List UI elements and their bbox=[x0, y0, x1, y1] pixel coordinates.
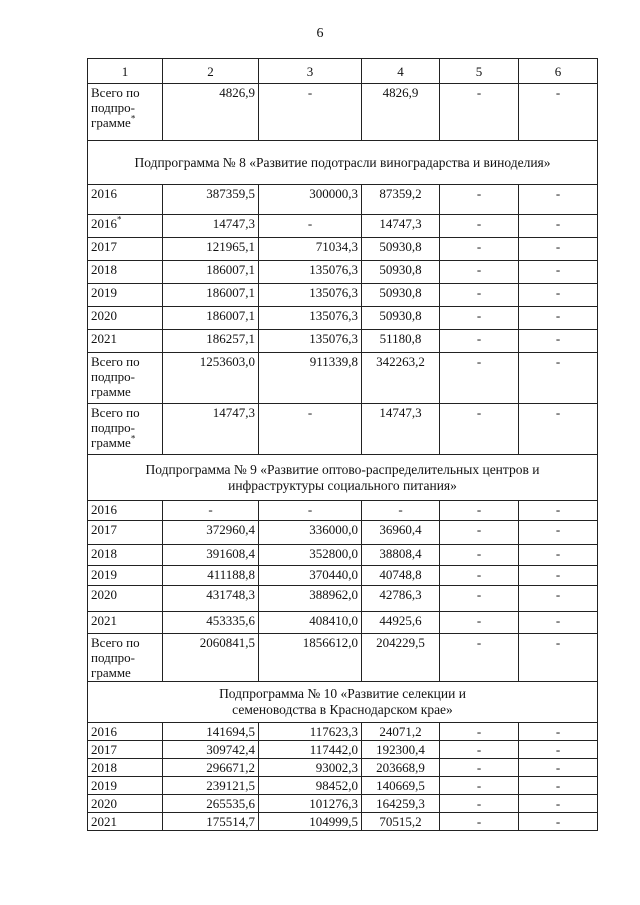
page-number: 6 bbox=[316, 26, 324, 41]
total-cell: 186257,1 bbox=[163, 330, 259, 353]
year-label: 2021 bbox=[91, 613, 117, 628]
regional-cell: 70515,2 bbox=[362, 813, 440, 831]
subprogram-title bbox=[88, 682, 598, 723]
regional-cell: 203668,9 bbox=[362, 759, 440, 777]
col6-cell: - bbox=[519, 723, 598, 741]
row-label bbox=[88, 634, 163, 682]
col6-cell: - bbox=[519, 741, 598, 759]
col6-cell: - bbox=[519, 813, 598, 831]
total-cell: 309742,4 bbox=[163, 741, 259, 759]
col5-cell: - bbox=[440, 566, 519, 586]
row-label bbox=[88, 741, 163, 759]
year-label: 2021 bbox=[91, 331, 117, 346]
regional-cell: 50930,8 bbox=[362, 238, 440, 261]
row-label bbox=[88, 404, 163, 455]
row-label bbox=[88, 545, 163, 566]
col5-cell: - bbox=[440, 545, 519, 566]
col5-cell: - bbox=[440, 501, 519, 521]
year-label: 2018 bbox=[91, 546, 117, 561]
total-cell: 1253603,0 bbox=[163, 353, 259, 404]
column-header: 6 bbox=[519, 59, 598, 84]
column-header: 4 bbox=[362, 59, 440, 84]
year-label: 2018 bbox=[91, 760, 117, 775]
federal-cell: 135076,3 bbox=[259, 307, 362, 330]
col5-cell: - bbox=[440, 813, 519, 831]
col6-cell: - bbox=[519, 586, 598, 612]
federal-cell: 336000,0 bbox=[259, 521, 362, 545]
col6-cell: - bbox=[519, 795, 598, 813]
col5-cell: - bbox=[440, 723, 519, 741]
row-label-line: грамме* bbox=[91, 113, 136, 130]
col5-cell: - bbox=[440, 612, 519, 634]
total-cell: 14747,3 bbox=[163, 404, 259, 455]
row-label-line: подпро- bbox=[91, 420, 135, 435]
row-label bbox=[88, 261, 163, 284]
column-header: 5 bbox=[440, 59, 519, 84]
col6-cell: - bbox=[519, 238, 598, 261]
row-label bbox=[88, 185, 163, 215]
col5-cell: - bbox=[440, 795, 519, 813]
year-label: 2016* bbox=[91, 214, 122, 231]
table-row bbox=[88, 741, 598, 759]
regional-cell: 50930,8 bbox=[362, 284, 440, 307]
regional-cell: 38808,4 bbox=[362, 545, 440, 566]
col5-cell: - bbox=[440, 330, 519, 353]
row-label bbox=[88, 521, 163, 545]
col5-cell: - bbox=[440, 84, 519, 141]
col6-cell: - bbox=[519, 521, 598, 545]
total-cell: 14747,3 bbox=[163, 215, 259, 238]
total-cell: 4826,9 bbox=[163, 84, 259, 141]
row-label-line: Всего по bbox=[91, 354, 140, 369]
table-row bbox=[88, 284, 598, 307]
federal-cell: 117623,3 bbox=[259, 723, 362, 741]
federal-cell: 135076,3 bbox=[259, 330, 362, 353]
subprogram-title-line: Подпрограмма № 10 «Развитие селекции и bbox=[219, 686, 466, 701]
federal-cell: 135076,3 bbox=[259, 284, 362, 307]
federal-cell: 71034,3 bbox=[259, 238, 362, 261]
column-header: 2 bbox=[163, 59, 259, 84]
year-label: 2019 bbox=[91, 778, 117, 793]
subprogram-title-line: инфраструктуры социального питания» bbox=[228, 477, 457, 493]
total-cell: 431748,3 bbox=[163, 586, 259, 612]
table-row bbox=[88, 759, 598, 777]
table-row bbox=[88, 813, 598, 831]
row-label bbox=[88, 566, 163, 586]
table-row bbox=[88, 586, 598, 612]
federal-cell: 93002,3 bbox=[259, 759, 362, 777]
regional-cell: 14747,3 bbox=[362, 404, 440, 455]
year-label: 2020 bbox=[91, 796, 117, 811]
subprogram-title-line: семеноводства в Краснодарском крае» bbox=[232, 702, 453, 717]
regional-cell: - bbox=[362, 501, 440, 521]
year-label: 2020 bbox=[91, 308, 117, 323]
total-cell: 239121,5 bbox=[163, 777, 259, 795]
table-row bbox=[88, 545, 598, 566]
col5-cell: - bbox=[440, 238, 519, 261]
table-row bbox=[88, 353, 598, 404]
regional-cell: 14747,3 bbox=[362, 215, 440, 238]
row-label-line: грамме* bbox=[91, 433, 136, 450]
row-label bbox=[88, 353, 163, 404]
row-label-line: грамме bbox=[91, 384, 131, 399]
row-label-line: Всего по bbox=[91, 405, 140, 420]
regional-cell: 50930,8 bbox=[362, 307, 440, 330]
total-cell: 453335,6 bbox=[163, 612, 259, 634]
col5-cell: - bbox=[440, 634, 519, 682]
federal-cell: 135076,3 bbox=[259, 261, 362, 284]
col6-cell: - bbox=[519, 777, 598, 795]
col6-cell: - bbox=[519, 634, 598, 682]
table-row bbox=[88, 723, 598, 741]
total-cell: 186007,1 bbox=[163, 261, 259, 284]
federal-cell: - bbox=[259, 84, 362, 141]
row-label-line: Всего по bbox=[91, 85, 140, 100]
footnote-mark: * bbox=[130, 113, 136, 124]
total-cell: 175514,7 bbox=[163, 813, 259, 831]
year-label: 2018 bbox=[91, 262, 117, 277]
col6-cell: - bbox=[519, 353, 598, 404]
column-header: 1 bbox=[88, 59, 163, 84]
table-row bbox=[88, 84, 598, 141]
federal-cell: 370440,0 bbox=[259, 566, 362, 586]
row-label bbox=[88, 612, 163, 634]
col6-cell: - bbox=[519, 84, 598, 141]
col5-cell: - bbox=[440, 261, 519, 284]
year-label: 2016 bbox=[91, 724, 117, 739]
table-row bbox=[88, 521, 598, 545]
col5-cell: - bbox=[440, 777, 519, 795]
federal-cell: - bbox=[259, 215, 362, 238]
regional-cell: 164259,3 bbox=[362, 795, 440, 813]
row-label bbox=[88, 284, 163, 307]
budget-table bbox=[87, 58, 598, 831]
subprogram-title-line: Подпрограмма № 9 «Развитие оптово-распределительных центров и bbox=[145, 461, 540, 477]
federal-cell: 101276,3 bbox=[259, 795, 362, 813]
year-label: 2020 bbox=[91, 587, 117, 602]
regional-cell: 44925,6 bbox=[362, 612, 440, 634]
regional-cell: 204229,5 bbox=[362, 634, 440, 682]
total-cell: 2060841,5 bbox=[163, 634, 259, 682]
row-label bbox=[88, 813, 163, 831]
col6-cell: - bbox=[519, 612, 598, 634]
row-label-line: Всего по bbox=[91, 635, 140, 650]
total-cell: 372960,4 bbox=[163, 521, 259, 545]
federal-cell: - bbox=[259, 404, 362, 455]
row-label bbox=[88, 238, 163, 261]
federal-cell: 408410,0 bbox=[259, 612, 362, 634]
total-cell: 141694,5 bbox=[163, 723, 259, 741]
federal-cell: 98452,0 bbox=[259, 777, 362, 795]
col6-cell: - bbox=[519, 284, 598, 307]
total-cell: 265535,6 bbox=[163, 795, 259, 813]
regional-cell: 192300,4 bbox=[362, 741, 440, 759]
col5-cell: - bbox=[440, 284, 519, 307]
col5-cell: - bbox=[440, 521, 519, 545]
table-row bbox=[88, 215, 598, 238]
regional-cell: 140669,5 bbox=[362, 777, 440, 795]
column-header-row bbox=[88, 59, 598, 84]
year-label: 2017 bbox=[91, 522, 117, 537]
col6-cell: - bbox=[519, 307, 598, 330]
col6-cell: - bbox=[519, 566, 598, 586]
row-label-line: подпро- bbox=[91, 650, 135, 665]
row-label-line: грамме bbox=[91, 665, 131, 680]
total-cell: - bbox=[163, 501, 259, 521]
total-cell: 186007,1 bbox=[163, 284, 259, 307]
federal-cell: 1856612,0 bbox=[259, 634, 362, 682]
regional-cell: 50930,8 bbox=[362, 261, 440, 284]
subprogram-header-row bbox=[88, 141, 598, 185]
row-label-line: подпро- bbox=[91, 100, 135, 115]
footnote-mark: * bbox=[117, 214, 122, 225]
col6-cell: - bbox=[519, 185, 598, 215]
row-label bbox=[88, 795, 163, 813]
row-label bbox=[88, 586, 163, 612]
regional-cell: 342263,2 bbox=[362, 353, 440, 404]
federal-cell: 352800,0 bbox=[259, 545, 362, 566]
regional-cell: 36960,4 bbox=[362, 521, 440, 545]
year-label: 2016 bbox=[91, 502, 117, 517]
table-row bbox=[88, 238, 598, 261]
federal-cell: 117442,0 bbox=[259, 741, 362, 759]
subprogram-title bbox=[88, 455, 598, 501]
table-row bbox=[88, 330, 598, 353]
federal-cell: 388962,0 bbox=[259, 586, 362, 612]
table-row bbox=[88, 795, 598, 813]
regional-cell: 40748,8 bbox=[362, 566, 440, 586]
total-cell: 391608,4 bbox=[163, 545, 259, 566]
col5-cell: - bbox=[440, 759, 519, 777]
col5-cell: - bbox=[440, 215, 519, 238]
year-label: 2019 bbox=[91, 567, 117, 582]
year-label: 2016 bbox=[91, 186, 117, 201]
row-label-line: подпро- bbox=[91, 369, 135, 384]
year-label: 2019 bbox=[91, 285, 117, 300]
col6-cell: - bbox=[519, 215, 598, 238]
federal-cell: 300000,3 bbox=[259, 185, 362, 215]
col5-cell: - bbox=[440, 586, 519, 612]
total-cell: 121965,1 bbox=[163, 238, 259, 261]
regional-cell: 87359,2 bbox=[362, 185, 440, 215]
year-label: 2017 bbox=[91, 742, 117, 757]
col6-cell: - bbox=[519, 330, 598, 353]
row-label bbox=[88, 215, 163, 238]
table-row bbox=[88, 404, 598, 455]
regional-cell: 42786,3 bbox=[362, 586, 440, 612]
col6-cell: - bbox=[519, 501, 598, 521]
table-row bbox=[88, 612, 598, 634]
col6-cell: - bbox=[519, 545, 598, 566]
regional-cell: 51180,8 bbox=[362, 330, 440, 353]
col5-cell: - bbox=[440, 353, 519, 404]
regional-cell: 24071,2 bbox=[362, 723, 440, 741]
table-row bbox=[88, 185, 598, 215]
column-header: 3 bbox=[259, 59, 362, 84]
row-label bbox=[88, 84, 163, 141]
year-label: 2017 bbox=[91, 239, 117, 254]
regional-cell: 4826,9 bbox=[362, 84, 440, 141]
table-row bbox=[88, 261, 598, 284]
total-cell: 411188,8 bbox=[163, 566, 259, 586]
federal-cell: 104999,5 bbox=[259, 813, 362, 831]
row-label bbox=[88, 723, 163, 741]
row-label bbox=[88, 777, 163, 795]
subprogram-header-row bbox=[88, 455, 598, 501]
row-label bbox=[88, 330, 163, 353]
total-cell: 387359,5 bbox=[163, 185, 259, 215]
table-row bbox=[88, 501, 598, 521]
subprogram-title: Подпрограмма № 8 «Развитие подотрасли виноградарства и виноделия» bbox=[88, 141, 598, 185]
table-row bbox=[88, 566, 598, 586]
total-cell: 186007,1 bbox=[163, 307, 259, 330]
col6-cell: - bbox=[519, 261, 598, 284]
row-label bbox=[88, 307, 163, 330]
federal-cell: - bbox=[259, 501, 362, 521]
table-row bbox=[88, 634, 598, 682]
row-label bbox=[88, 501, 163, 521]
table-row bbox=[88, 777, 598, 795]
subprogram-header-row bbox=[88, 682, 598, 723]
col5-cell: - bbox=[440, 741, 519, 759]
col6-cell: - bbox=[519, 404, 598, 455]
col5-cell: - bbox=[440, 404, 519, 455]
row-label bbox=[88, 759, 163, 777]
col5-cell: - bbox=[440, 185, 519, 215]
year-label: 2021 bbox=[91, 814, 117, 829]
table-row bbox=[88, 307, 598, 330]
col6-cell: - bbox=[519, 759, 598, 777]
total-cell: 296671,2 bbox=[163, 759, 259, 777]
footnote-mark: * bbox=[130, 433, 136, 444]
federal-cell: 911339,8 bbox=[259, 353, 362, 404]
col5-cell: - bbox=[440, 307, 519, 330]
